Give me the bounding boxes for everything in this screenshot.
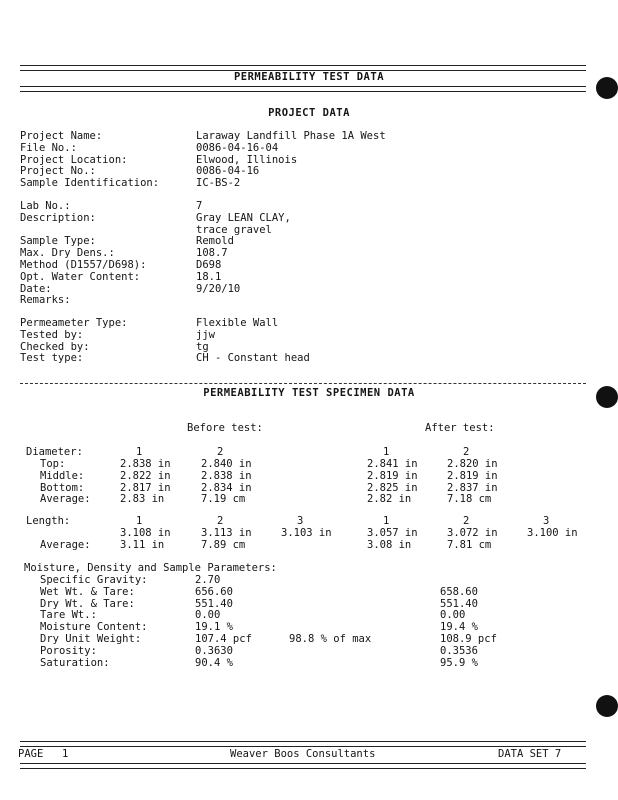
page-title: PERMEABILITY TEST DATA <box>233 71 385 83</box>
field-value: 0086-04-16 <box>196 165 260 178</box>
moisture-label: Dry Wt. & Tare: <box>40 597 135 610</box>
diameter-row-label: Top: <box>40 458 66 470</box>
length-average-value: 7.89 cm <box>201 539 246 551</box>
moisture-after-value: 658.60 <box>440 585 478 598</box>
column-index: 2 <box>217 446 224 458</box>
diameter-row-label: Average: <box>40 493 91 506</box>
diameter-value: 2.817 in <box>120 481 171 494</box>
field-label: Max. Dry Dens.: <box>20 247 115 260</box>
field-value: 108.7 <box>196 247 228 260</box>
length-average-value: 3.08 in <box>367 539 412 551</box>
field-value: Flexible Wall <box>196 317 279 329</box>
footer-page-number: 1 <box>62 748 69 760</box>
moisture-before-value: 0.3630 <box>195 644 233 657</box>
field-value: D698 <box>196 259 222 271</box>
diameter-value: 2.83 in <box>120 493 165 506</box>
field-label: Test type: <box>20 352 84 365</box>
length-value: 3.100 in <box>527 527 578 539</box>
moisture-before-value: 107.4 pcf <box>195 633 252 645</box>
diameter-value: 2.825 in <box>367 481 418 494</box>
column-index: 1 <box>136 446 143 458</box>
field-label: Remarks: <box>20 294 71 307</box>
field-label: Permeameter Type: <box>20 317 128 329</box>
field-label: Sample Identification: <box>20 177 160 190</box>
footer-data-set: DATA SET 7 <box>498 748 562 760</box>
field-label: Opt. Water Content: <box>20 270 141 283</box>
field-value: 18.1 <box>196 270 222 283</box>
binder-hole-icon <box>596 386 618 408</box>
title-double-rule <box>20 86 586 92</box>
length-value: 3.113 in <box>201 527 252 539</box>
diameter-row-label: Bottom: <box>40 481 85 494</box>
field-label: Project No.: <box>20 165 96 178</box>
moisture-label: Moisture Content: <box>40 621 148 634</box>
field-label: Description: <box>20 211 96 224</box>
diameter-value: 2.838 in <box>120 458 171 470</box>
moisture-after-value: 0.00 <box>440 609 466 622</box>
moisture-label: Saturation: <box>40 656 110 669</box>
section-divider <box>20 383 586 384</box>
moisture-before-value: 19.1 % <box>195 621 233 634</box>
field-label: Project Name: <box>20 130 103 142</box>
moisture-after-value: 95.9 % <box>440 656 478 669</box>
column-index: 2 <box>217 515 224 527</box>
length-label: Length: <box>26 515 71 527</box>
diameter-value: 2.819 in <box>367 469 418 482</box>
field-label: Method (D1557/D698): <box>20 259 147 271</box>
field-value: trace gravel <box>196 223 272 236</box>
column-index: 1 <box>383 446 390 458</box>
field-label: Tested by: <box>20 328 84 341</box>
moisture-after-value: 0.3536 <box>440 644 478 657</box>
field-value: Remold <box>196 235 234 248</box>
column-index: 1 <box>383 515 390 527</box>
moisture-before-value: 2.70 <box>195 574 221 586</box>
binder-hole-icon <box>596 695 618 717</box>
field-value: 0086-04-16-04 <box>196 141 279 154</box>
column-index: 2 <box>463 446 470 458</box>
field-value: jjw <box>196 328 215 341</box>
moisture-label: Dry Unit Weight: <box>40 633 142 645</box>
field-value: 9/20/10 <box>196 282 241 295</box>
diameter-value: 2.819 in <box>447 469 498 482</box>
binder-hole-icon <box>596 77 618 99</box>
moisture-after-value: 108.9 pcf <box>440 633 497 645</box>
moisture-before-value: 0.00 <box>195 609 221 622</box>
column-index: 1 <box>136 515 143 527</box>
field-label: File No.: <box>20 141 77 154</box>
length-value: 3.103 in <box>281 527 332 539</box>
diameter-label: Diameter: <box>26 446 83 458</box>
diameter-value: 2.840 in <box>201 458 252 470</box>
field-value: Elwood, Illinois <box>196 153 298 166</box>
specimen-section-heading: PERMEABILITY TEST SPECIMEN DATA <box>203 387 415 399</box>
moisture-before-value: 90.4 % <box>195 656 233 669</box>
footer-page-label: PAGE <box>18 748 44 760</box>
length-average-label: Average: <box>40 539 91 551</box>
after-test-heading: After test: <box>425 422 495 434</box>
project-section-heading: PROJECT DATA <box>268 107 350 119</box>
footer-company: Weaver Boos Consultants <box>230 748 376 760</box>
footer-bottom-rule <box>20 763 586 769</box>
diameter-value: 2.82 in <box>367 493 412 506</box>
field-value: Laraway Landfill Phase 1A West <box>196 130 386 142</box>
diameter-value: 2.834 in <box>201 481 252 494</box>
diameter-value: 7.18 cm <box>447 493 492 506</box>
diameter-value: 2.820 in <box>447 458 498 470</box>
column-index: 3 <box>543 515 550 527</box>
moisture-label: Wet Wt. & Tare: <box>40 585 135 598</box>
column-index: 2 <box>463 515 470 527</box>
moisture-after-value: 19.4 % <box>440 621 478 634</box>
moisture-heading: Moisture, Density and Sample Parameters: <box>24 562 277 574</box>
diameter-value: 2.838 in <box>201 469 252 482</box>
field-label: Date: <box>20 282 52 295</box>
diameter-value: 7.19 cm <box>201 493 246 506</box>
moisture-label: Specific Gravity: <box>40 574 148 586</box>
field-label: Sample Type: <box>20 235 96 248</box>
diameter-value: 2.822 in <box>120 469 171 482</box>
diameter-value: 2.841 in <box>367 458 418 470</box>
field-value: CH - Constant head <box>196 352 310 365</box>
field-label: Checked by: <box>20 340 90 353</box>
moisture-before-value: 656.60 <box>195 585 233 598</box>
field-value: tg <box>196 340 209 353</box>
diameter-row-label: Middle: <box>40 469 85 482</box>
field-value: IC-BS-2 <box>196 177 241 190</box>
moisture-label: Porosity: <box>40 644 97 657</box>
length-value: 3.057 in <box>367 527 418 539</box>
moisture-extra-value: 98.8 % of max <box>289 633 372 645</box>
moisture-before-value: 551.40 <box>195 597 233 610</box>
moisture-after-value: 551.40 <box>440 597 478 610</box>
column-index: 3 <box>297 515 304 527</box>
footer-double-rule <box>20 741 586 747</box>
field-value: 7 <box>196 200 203 212</box>
before-test-heading: Before test: <box>187 422 263 434</box>
field-label: Project Location: <box>20 153 128 166</box>
length-average-value: 7.81 cm <box>447 539 492 551</box>
field-value: Gray LEAN CLAY, <box>196 211 291 224</box>
diameter-value: 2.837 in <box>447 481 498 494</box>
length-value: 3.072 in <box>447 527 498 539</box>
field-label: Lab No.: <box>20 200 71 212</box>
moisture-label: Tare Wt.: <box>40 609 97 622</box>
length-average-value: 3.11 in <box>120 539 165 551</box>
length-value: 3.108 in <box>120 527 171 539</box>
